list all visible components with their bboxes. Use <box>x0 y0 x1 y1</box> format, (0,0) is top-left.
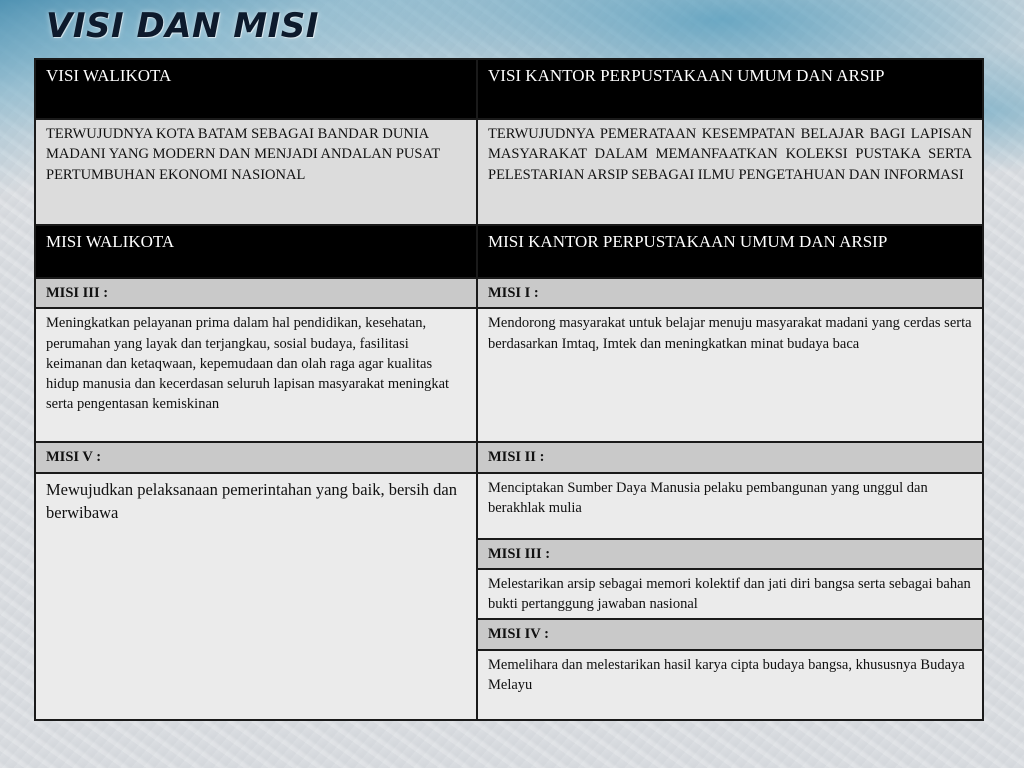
misi-walikota-header: MISI WALIKOTA <box>35 225 477 278</box>
kantor-misi-label: MISI IV : <box>477 619 983 649</box>
visi-walikota-header: VISI WALIKOTA <box>35 59 477 119</box>
kantor-misi-label: MISI I : <box>477 278 983 308</box>
walikota-misi-text: Meningkatkan pelayanan prima dalam hal pendidikan, kesehatan, perumahan yang layak dan terjangkau, sosial budaya, fasilitasi keimanan dan ketaqwaan, kepemudaan dan olah raga agar kualitas hidup manusia dan kecerdasan seluruh lapisan masyarakat meningkat serta pengentasan kemiskinan <box>35 308 477 442</box>
kantor-misi-label: MISI II : <box>477 442 983 472</box>
visi-walikota-text: TERWUJUDNYA KOTA BATAM SEBAGAI BANDAR DUNIA MADANI YANG MODERN DAN MENJADI ANDALAN PUSAT PERTUMBUHAN EKONOMI NASIONAL <box>35 119 477 225</box>
visi-kantor-header: VISI KANTOR PERPUSTAKAAN UMUM DAN ARSIP <box>477 59 983 119</box>
visi-misi-table <box>34 58 984 721</box>
kantor-misi-label: MISI III : <box>477 539 983 569</box>
page-title: VISI DAN MISI <box>46 6 319 46</box>
misi-text-row <box>35 308 983 442</box>
misi-text-row <box>35 473 983 539</box>
kantor-misi-text: Memelihara dan melestarikan hasil karya cipta budaya bangsa, khususnya Budaya Melayu <box>477 650 983 720</box>
misi-kantor-header: MISI KANTOR PERPUSTAKAAN UMUM DAN ARSIP <box>477 225 983 278</box>
misi-label-row <box>35 278 983 308</box>
walikota-misi-label: MISI V : <box>35 442 477 472</box>
misi-header-row <box>35 225 983 278</box>
walikota-misi-text: Mewujudkan pelaksanaan pemerintahan yang baik, bersih dan berwibawa <box>35 473 477 720</box>
kantor-misi-text: Melestarikan arsip sebagai memori kolektif dan jati diri bangsa serta sebagai bahan bukti pertanggung jawaban nasional <box>477 569 983 620</box>
visi-kantor-text: TERWUJUDNYA PEMERATAAN KESEMPATAN BELAJAR BAGI LAPISAN MASYARAKAT DALAM MEMANFAATKAN KOLEKSI PUSTAKA SERTA PELESTARIAN ARSIP SEBAGAI ILMU PENGETAHUAN DAN INFORMASI <box>477 119 983 225</box>
walikota-misi-label: MISI III : <box>35 278 477 308</box>
visi-header-row <box>35 59 983 119</box>
kantor-misi-text: Mendorong masyarakat untuk belajar menuju masyarakat madani yang cerdas serta berdasarkan Imtaq, Imtek dan meningkatkan minat budaya baca <box>477 308 983 442</box>
misi-label-row <box>35 442 983 472</box>
visi-text-row <box>35 119 983 225</box>
kantor-misi-text: Menciptakan Sumber Daya Manusia pelaku pembangunan yang unggul dan berakhlak mulia <box>477 473 983 539</box>
